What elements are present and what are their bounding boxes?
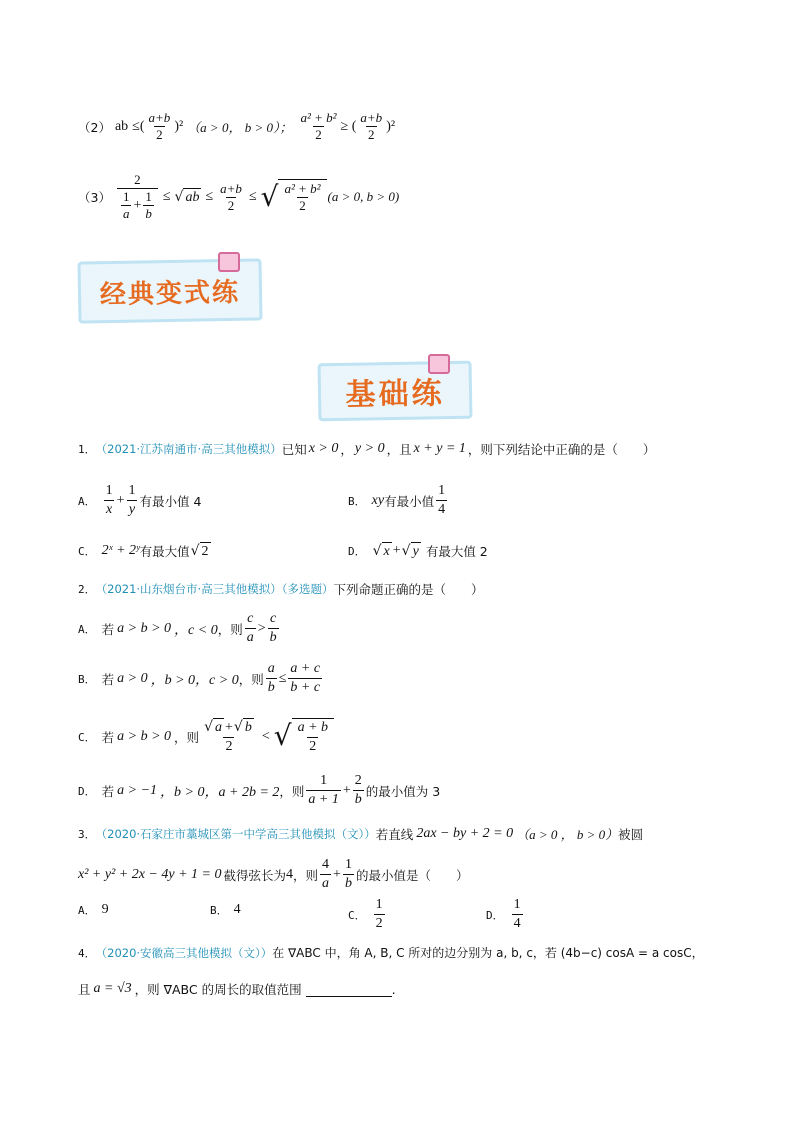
sqrt-ab: [175, 188, 202, 206]
frac-4-a: [320, 856, 331, 893]
frac-num: 2: [134, 172, 141, 187]
radical-sign: √: [174, 189, 184, 205]
q2-option-c[interactable]: [78, 718, 335, 756]
formula-2-frac: [147, 110, 173, 143]
frac-den: a: [322, 876, 330, 891]
frac-num: a: [267, 661, 275, 676]
formula-2-lhs-frac: [298, 110, 338, 143]
q2-option-d[interactable]: [78, 772, 440, 809]
plus-sign: +: [224, 719, 233, 735]
formula-2-leq: ≤(: [132, 118, 145, 134]
formula-2: [78, 110, 395, 143]
q4-source: （2020·安徽高三其他模拟（文））: [95, 945, 273, 960]
frac-den: 2: [299, 198, 306, 213]
radicand: [278, 179, 326, 215]
frac-num: 4: [322, 857, 330, 872]
option-label: A．: [78, 494, 96, 508]
option-text: 若: [101, 783, 115, 799]
frac-den: a: [246, 630, 254, 645]
option-cond: a > b > 0: [117, 620, 172, 636]
banner-basic-title: 基础练: [345, 376, 445, 413]
option-cond: a > −1: [117, 782, 158, 798]
frac-num: 1: [145, 189, 152, 204]
plus-sign: +: [342, 782, 351, 798]
q1-option-a[interactable]: [78, 482, 201, 519]
q3-option-a[interactable]: [78, 902, 109, 918]
q2-option-a[interactable]: [78, 610, 281, 647]
q1-text: ，且: [386, 442, 412, 457]
frac-num: 1: [513, 897, 521, 912]
option-value-frac: [436, 482, 447, 519]
frac-num: a² + b²: [284, 181, 321, 196]
frac-den: b: [267, 680, 275, 695]
option-text: 若: [101, 621, 115, 637]
option-value-frac: [512, 896, 523, 933]
option-label: D．: [486, 908, 504, 922]
option-label: B．: [210, 904, 228, 917]
q3-length: 4: [286, 866, 294, 882]
plus-sign: +: [333, 866, 341, 882]
leq-sign: ≤: [248, 189, 257, 204]
frac-num: a + c: [290, 661, 321, 676]
q1-stem: [78, 440, 655, 458]
sqrt-half-sum: [274, 718, 334, 756]
frac-den: b + c: [290, 680, 321, 695]
q2-option-b[interactable]: [78, 660, 324, 697]
formula-2-close: )²: [174, 118, 184, 134]
operator: >: [257, 620, 266, 636]
frac-den: b: [145, 206, 152, 221]
q1-text: 已知: [281, 442, 307, 457]
q1-option-b[interactable]: [348, 482, 449, 519]
radicand: b: [244, 720, 252, 735]
frac-num: 1: [128, 483, 136, 498]
radical-sign: √: [190, 543, 200, 559]
frac-den: 4: [513, 916, 521, 931]
option-value: 9: [101, 902, 109, 917]
frac-den: 2: [227, 197, 235, 213]
frac-1-a1: [306, 772, 340, 809]
q4-text: 且: [78, 982, 91, 997]
sqrt-x: [373, 542, 392, 560]
option-label: D．: [348, 545, 366, 558]
option-text: 有最大值 2: [425, 544, 488, 559]
q1-number: 1．: [78, 443, 96, 456]
formula-2-geq: ≥ (: [340, 118, 357, 134]
formula-3-arith: [218, 181, 244, 214]
q3-option-c[interactable]: [348, 896, 387, 933]
frac-num: 2: [354, 773, 362, 788]
q1-option-c[interactable]: [78, 542, 212, 560]
radical-sign: √: [233, 719, 243, 735]
q4-stem-line1: [78, 944, 704, 961]
paperclip-icon: [218, 252, 240, 272]
frac-a-b: [266, 660, 277, 697]
sqrt-y: [402, 542, 421, 560]
frac-num: 1: [344, 857, 352, 872]
frac-den: a: [122, 206, 130, 221]
radical-sign: √: [273, 719, 292, 752]
frac-den: 2: [368, 127, 375, 142]
q2-source: （2021·山东烟台市·高三其他模拟）（多选题）: [95, 582, 334, 596]
q3-text: ，则: [293, 867, 319, 883]
q1-cond-2: y > 0: [354, 441, 385, 456]
option-label: B．: [78, 672, 96, 686]
formula-3-harmonic: [117, 172, 158, 222]
q2-text: 下列命题正确的是（ ）: [333, 582, 484, 597]
option-label: C．: [348, 908, 366, 922]
plus-sign: +: [133, 197, 142, 213]
frac-num: c: [270, 611, 277, 626]
sqrt-2: [191, 542, 211, 560]
frac-1-b: [343, 856, 354, 893]
frac-num: 1: [320, 773, 328, 788]
frac-num: [201, 718, 257, 737]
formula-3: [78, 172, 399, 222]
radical-sign: √: [401, 543, 411, 559]
inner-frac-a: [121, 189, 132, 222]
sqrt-b: [234, 718, 254, 737]
formula-2-cond: （a > 0， b > 0）；: [187, 120, 293, 135]
frac-den: 4: [438, 502, 446, 517]
q3-circle-eq: x² + y² + 2x − 4y + 1 = 0: [78, 866, 222, 882]
frac-den: a + 1: [308, 792, 339, 807]
q1-source: （2021·江苏南通市·高三其他模拟）: [95, 442, 282, 456]
option-label: A．: [78, 622, 96, 636]
banner-variant-title: 经典变式练: [99, 277, 241, 310]
frac-ab-2: [296, 719, 330, 756]
option-text: 若: [101, 671, 115, 687]
radicand: 2: [201, 543, 209, 559]
radicand: [292, 718, 334, 756]
formula-3-label: （3）: [78, 190, 111, 205]
leq-sign: ≤: [205, 189, 214, 204]
q3-stem-line2: [78, 856, 468, 893]
option-cond: a > b > 0: [117, 729, 172, 744]
option-text: ，则: [279, 783, 305, 799]
q3-stem-line1: [78, 824, 643, 843]
frac-den: 2: [225, 739, 233, 754]
frac-c-b: [268, 610, 279, 647]
frac-ac-bc: [288, 660, 322, 697]
frac-den: [117, 188, 158, 222]
quadratic-frac: [282, 181, 322, 214]
frac-den: x: [106, 502, 113, 517]
formula-2-ab: ab: [114, 118, 129, 134]
frac-c-a: [245, 610, 256, 647]
option-expr: 2ˣ + 2ʸ: [101, 543, 140, 558]
q1-text: ，则下列结论中正确的是（ ）: [467, 442, 656, 457]
frac-den: 2: [309, 739, 317, 754]
frac-num: 1: [122, 189, 130, 204]
q3-option-d[interactable]: [486, 896, 525, 933]
frac-num: a+b: [220, 180, 242, 196]
formula-2-label: （2）: [78, 119, 111, 135]
q3-cond: （a > 0 ， b > 0）: [516, 827, 619, 842]
option-text: 有最小值: [384, 493, 435, 509]
frac-1-x: [104, 482, 115, 519]
radical-sign: √: [372, 543, 382, 559]
option-label: D．: [78, 784, 96, 798]
option-label: B．: [348, 494, 366, 508]
option-text: 有最小值 4: [139, 493, 202, 509]
option-value-frac: [374, 896, 385, 933]
q4-end: .: [391, 981, 396, 997]
operator: ≤: [278, 670, 287, 686]
radicand: x: [383, 543, 390, 559]
option-cond: ，b > 0: [160, 784, 205, 800]
q1-cond-1: x > 0: [308, 441, 339, 456]
frac-den: b: [269, 630, 277, 645]
frac-num: a + b: [297, 720, 329, 735]
q3-text: 的最小值是（ ）: [355, 867, 469, 883]
frac-num: a+b: [148, 110, 171, 125]
q3-number: 3．: [78, 827, 96, 841]
option-text: 的最小值为 3: [365, 783, 441, 799]
frac-1-y: [127, 482, 138, 519]
q4-number: 4．: [78, 946, 96, 960]
option-text: ，则: [217, 621, 243, 637]
plus-sign: +: [116, 492, 125, 508]
q3-text: 截得弦长为: [223, 867, 287, 883]
q3-text: 若直线: [375, 826, 414, 842]
option-cond: ，c > 0: [195, 672, 239, 688]
formula-2-r-frac: [358, 110, 384, 143]
option-value: 4: [233, 902, 241, 917]
frac-2-b: [353, 772, 364, 809]
option-text: 有最大值: [139, 544, 190, 559]
plus-sign: +: [392, 543, 401, 558]
option-text: 若: [101, 730, 115, 745]
frac-num: 1: [438, 483, 446, 498]
frac-num: a² + b²: [300, 110, 337, 125]
q2-stem: [78, 580, 483, 598]
paperclip-icon: [428, 354, 450, 374]
option-cond: ，a + 2b = 2: [204, 784, 280, 800]
formula-3-cond: (a > 0, b > 0): [327, 189, 400, 204]
inner-frac-b: [143, 189, 154, 222]
q4-text: ，则 ∇ABC 的周长的取值范围: [134, 982, 302, 997]
q4-stem-line2: [78, 980, 396, 998]
radicand: y: [412, 543, 419, 559]
frac-sqrt-sum: [201, 718, 257, 756]
q2-number: 2．: [78, 583, 96, 596]
option-cond: a > 0: [117, 670, 148, 686]
answer-blank[interactable]: [306, 982, 392, 997]
q4-text: 在 ∇ABC 中，角 A, B, C 所对的边分别为 a, b, c，若 (4b−c) cosA = a cosC，: [272, 946, 704, 960]
q1-cond-3: x + y = 1: [413, 441, 466, 456]
q3-option-b[interactable]: [210, 902, 241, 918]
frac-num: 1: [375, 897, 383, 912]
frac-den: y: [128, 502, 136, 517]
operator: <: [261, 729, 270, 744]
q3-line-eq: 2ax − by + 2 = 0: [416, 825, 514, 841]
frac-num: c: [247, 611, 254, 626]
option-text: ，则: [174, 730, 200, 745]
radical-sign: √: [204, 719, 213, 735]
q4-cond: a = √3: [93, 981, 132, 996]
option-expr: xy: [371, 492, 385, 508]
formula-2-r-close: )²: [386, 118, 396, 134]
radicand: ab: [185, 189, 200, 205]
option-text: ，则: [238, 671, 264, 687]
frac-den: b: [344, 876, 352, 891]
option-cond: ，c < 0: [174, 622, 218, 638]
sqrt-quadratic: [261, 179, 327, 215]
frac-den: 2: [156, 127, 163, 142]
radicand: a: [214, 720, 222, 735]
leq-sign: ≤: [162, 189, 171, 204]
frac-num: 1: [105, 483, 113, 498]
option-label: C．: [78, 731, 96, 744]
sqrt-a: [204, 718, 224, 737]
frac-den: 2: [375, 916, 383, 931]
q3-text: 被圆: [618, 826, 644, 842]
q3-source: （2020·石家庄市藁城区第一中学高三其他模拟（文））: [95, 826, 376, 841]
frac-den: 2: [315, 127, 322, 142]
q1-sep: ，: [340, 442, 353, 457]
option-label: A．: [78, 904, 96, 917]
frac-den: b: [354, 792, 362, 807]
radical-sign: √: [260, 180, 279, 213]
option-label: C．: [78, 545, 96, 558]
q1-option-d[interactable]: [348, 542, 488, 560]
frac-num: a+b: [360, 110, 383, 125]
option-cond: ，b > 0: [150, 672, 196, 688]
